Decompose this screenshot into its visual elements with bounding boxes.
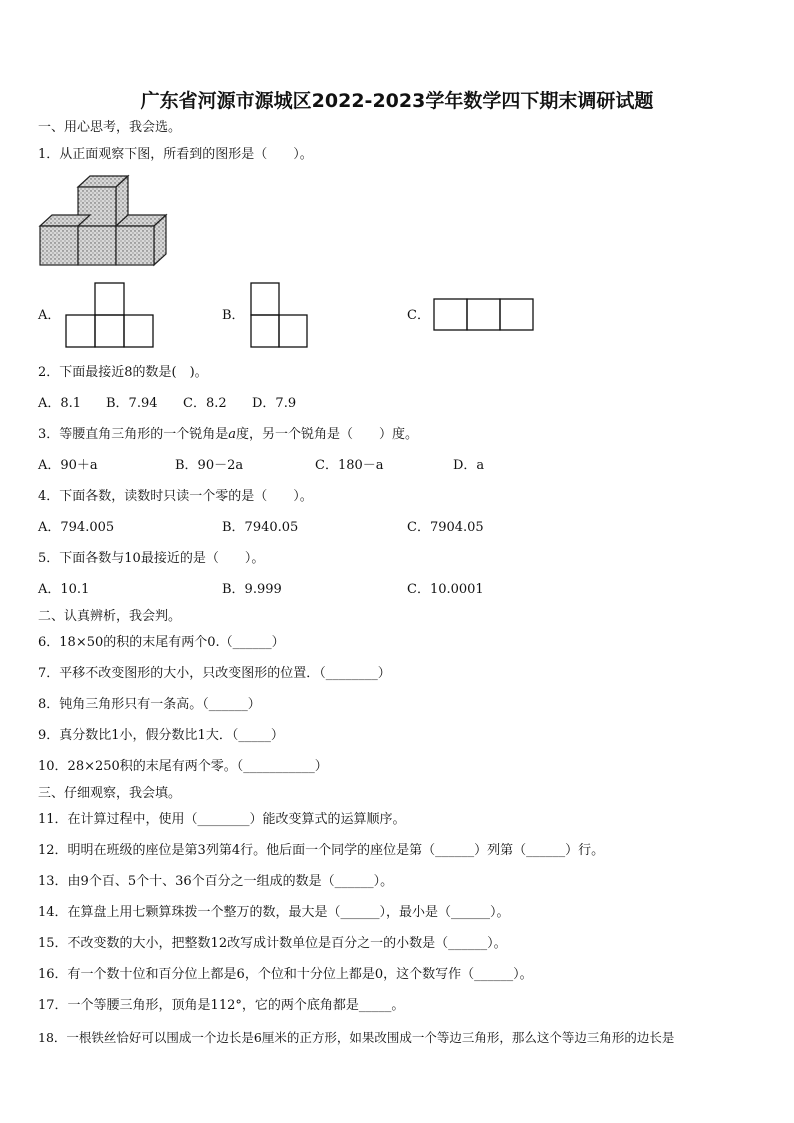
judge-question-9: 9．真分数比1小，假分数比1大．（_____）: [38, 728, 284, 743]
q3-option-a: A．90＋a: [38, 458, 98, 473]
section-2-heading: 二、认真辨析，我会判。: [38, 609, 182, 624]
section-1-heading: 一、用心思考，我会选。: [38, 120, 182, 135]
option-b-figure: [250, 282, 310, 348]
page-title: 广东省河源市源城区2022-2023学年数学四下期末调研试题: [140, 90, 654, 112]
question-2-stem: 2．下面最接近8的数是( )。: [38, 365, 208, 380]
q2-option-c: C．8.2: [183, 396, 227, 411]
judge-question-6: 6．18×50的积的末尾有两个0.（______）: [38, 635, 285, 650]
question-1-stem: 1．从正面观察下图，所看到的图形是（ ）。: [38, 147, 313, 162]
question-3-stem: [38, 426, 418, 444]
section-3-heading: 三、仔细观察，我会填。: [38, 786, 182, 801]
q3-stem-pre: 3．等腰直角三角形的一个锐角是: [38, 427, 229, 442]
q3-option-c: C．180－a: [315, 458, 384, 473]
q3-variable: a: [228, 427, 237, 442]
option-c-figure: [433, 298, 535, 332]
fill-question-13: 13．由9个百、5个十、36个百分之一组成的数是（______）。: [38, 874, 394, 889]
q4-option-a: A．794.005: [38, 520, 115, 535]
q5-option-b: B．9.999: [222, 582, 282, 597]
question-4-stem: 4．下面各数，读数时只读一个零的是（ ）。: [38, 489, 313, 504]
fill-question-15: 15．不改变数的大小，把整数12改写成计数单位是百分之一的小数是（______）。: [38, 936, 507, 951]
fill-question-17: 17．一个等腰三角形，顶角是112°，它的两个底角都是_____。: [38, 998, 405, 1013]
judge-question-10: 10．28×250积的末尾有两个零。（___________）: [38, 759, 328, 774]
cube-stack-figure: [38, 174, 168, 270]
judge-question-8: 8．钝角三角形只有一条高。（______）: [38, 697, 261, 712]
q5-option-c: C．10.0001: [407, 582, 484, 597]
option-a-label: A．: [38, 308, 61, 323]
q3-option-b: B．90－2a: [175, 458, 244, 473]
q3-option-d: D．a: [453, 458, 485, 473]
fill-question-11: 11．在计算过程中，使用（________）能改变算式的运算顺序。: [38, 812, 406, 827]
fill-question-18: 18．一根铁丝恰好可以围成一个边长是6厘米的正方形，如果改围成一个等边三角形，那么这个等边三角形的边长是: [38, 1030, 675, 1045]
q5-option-a: A．10.1: [38, 582, 90, 597]
q2-option-a: A．8.1: [38, 396, 82, 411]
judge-question-7: 7．平移不改变图形的大小，只改变图形的位置．（________）: [38, 666, 391, 681]
option-b-label: B．: [222, 308, 245, 323]
fill-question-12: 12．明明在班级的座位是第3列第4行。他后面一个同学的座位是第（______）列第（______）行。: [38, 843, 605, 858]
q2-option-b: B．7.94: [106, 396, 158, 411]
option-a-figure: [65, 282, 155, 348]
q3-stem-post: 度，另一个锐角是（ ）度。: [236, 427, 419, 442]
fill-question-16: 16．有一个数十位和百分位上都是6，个位和十分位上都是0，这个数写作（______）。: [38, 967, 533, 982]
fill-question-14: 14．在算盘上用七颗算珠拨一个整万的数，最大是（______），最小是（______）。: [38, 905, 510, 920]
q2-option-d: D．7.9: [252, 396, 297, 411]
question-5-stem: 5．下面各数与10最接近的是（ ）。: [38, 551, 265, 566]
option-c-label: C．: [407, 308, 430, 323]
q4-option-c: C．7904.05: [407, 520, 484, 535]
q4-option-b: B．7940.05: [222, 520, 299, 535]
